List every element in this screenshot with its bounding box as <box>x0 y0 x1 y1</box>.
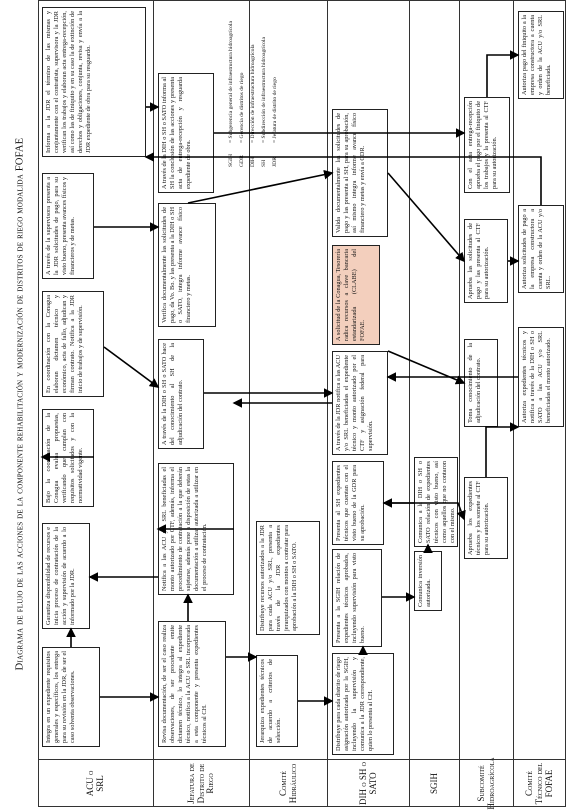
box-jdr-verifica-solicitudes: Verifica documentalmente las solicitudes de pago, da Vo. Bo. y las presenta a la DIH o SH o SATO, integra informe avance físico financiero y metas. <box>158 203 216 327</box>
box-sh-aprueba-expedientes: Aprueba los expedientes técnicos y los somete al CTF para su autorización. <box>464 477 508 559</box>
diagram-title <box>2 0 38 807</box>
box-dih-valida-solicitudes: Valida documentalmente las solicitudes de pago y las presenta al SH, para su aprobación, así mismo integra informe avance físico financiero y metas y envía a GDR. <box>332 109 388 237</box>
box-jdr-notifica-monto: Notifica a las ACU y/o SRL beneficiadas el monto autorizado por CTF, además, informa el procedimiento de contratación a la que deberán sujetarse, además pone a disposición de estas la documentación a utilizar autorizada a utilizar en el proceso de contratación. <box>158 463 234 595</box>
box-dih-notifica-acu: A través de la JDR notifica a las ACU y/o SRL beneficiadas el expediente técnico y monto autorizado por el CTF y asignación federal para supervisión. <box>332 351 388 455</box>
flow-arrow <box>188 173 332 203</box>
box-sgih-comunica-inversion: Comunica inversión autorizada. <box>414 551 442 611</box>
flow-arrow <box>146 157 541 205</box>
flow-arrow <box>487 55 518 97</box>
legend-abbr: DIH <box>249 157 256 167</box>
box-sh-finiquito: Con el acta entrega-recepción aprueba el pago por el finiquito de los trabajos y la presenta al CTF para su autorización. <box>464 97 510 193</box>
flow-arrow <box>388 173 464 261</box>
legend-text: = Gerencia de distritos de riego <box>238 72 245 143</box>
legend-text: = Subdirección de infraestructura hidroagrícola <box>260 37 267 143</box>
box-sh-adjudicacion: Toma conocimiento de la adjudicación del contrato. <box>464 339 498 427</box>
box-sgih-comunica-relacion: Comunica a la DIH o SH o SATO relación de expedientes técnicos con visto bueno, así como aquellos que no contaron con el mismo. <box>414 457 458 547</box>
box-ch-distribuye-recursos: Distribuye recursos autorizados a la JDR para cada ACU y/o SRL, presenta a través de la JDR expedientes jerarquizados con montos a contratar para aprobación a la DIH o SH o SATO. <box>256 521 320 635</box>
legend-abbr: SH <box>260 159 267 167</box>
box-dih-distribuye: Distribuye para cada distrito de riego asignación autorizada por la SGIH, incluyendo la supervisión y comunica a la JDR correspondiente, quien lo presenta al CH. <box>332 653 394 755</box>
flow-arrow <box>384 503 464 519</box>
lane-header-ch: Comité Hidráulico <box>250 759 327 807</box>
box-jdr-conclusion: A través de la DIH o SH o SATO informa al SH la conclusión de las acciones y presenta acta de entrega-recepción y resguarda expediente de obra. <box>158 73 214 193</box>
box-acu-solicitudes-pago: A través de la supervisora presenta a la JDR solicitudes de pago, para su visto bueno, presenta avances físicos y financieros y de metas. <box>42 173 94 279</box>
legend-abbr: SGIH <box>228 153 234 167</box>
legend-abbr: GDR <box>238 155 245 167</box>
flowchart <box>38 0 566 810</box>
box-ch-jerarquiza: Jerarquiza expedientes técnicos de acuerdo a criterios de selección. <box>256 655 298 747</box>
lane-header-sh: Subcomité Hidroagrícola <box>460 759 513 807</box>
lane-header-acu: ACU o SRL <box>38 759 153 807</box>
connector-arrows <box>38 0 566 807</box>
legend-abbr: JDR <box>271 157 278 167</box>
legend-text: = Jefatura de distrito de riego <box>271 77 278 143</box>
flow-arrow <box>486 427 518 477</box>
diagram-title-text: Diagrama de flujo de las acciones de la componente rehabilitación y modernización de distritos de riego modalida FOFAE <box>14 137 26 670</box>
box-jdr-adjudicacion: A través de la DIH o SH o SATO hace del conocimiento al SH de la adjudicación del contrato. <box>158 339 204 449</box>
lane-header-dih: DIH o SH o SATO <box>328 759 409 807</box>
box-dih-presenta-sgih: Presenta a la SGIH relación de expedientes técnicos aprobados, incluyendo supervisión para visto bueno. <box>332 549 382 647</box>
lane-header-jdr: Jefatura de Distrito de Riego <box>154 759 249 807</box>
box-acu-evalua-propuestas: Bajo la coordinación de la Conagua evalúa propuestas, verificando que cumplan con requisitos solicitados y con la normatividad vigente. <box>42 409 94 507</box>
box-ctf-autoriza-expedientes: Autoriza expedientes técnicos y notifica a través de la DIH o SH o SATO a las ACU y/o SRL beneficiadas el monto autorizado. <box>518 327 564 427</box>
box-acu-termino-obra: Informa a la JDR el término de las mismas y conjuntamente con el contratista, supervisora y la JDR verifican los trabajos y elaboran acta entrega-recepción, así como las de finiquito y en su caso la de extinción de derechos y obligaciones, conjunta, revisa y envía a la JDR expediente de obra para su resguardo. <box>42 7 146 157</box>
box-acu-dictamen-contrato: En coordinación con la Conagua elaboran dictamen técnico y económico, acta de fallo, adjudican y firman contrato. Notifica a la JDR inicio de trabajos y de supervisión. <box>42 291 104 397</box>
lane-header-ctf: Comité Técnico del FOFAE <box>514 759 566 807</box>
flow-arrow <box>388 351 464 383</box>
flow-arrow <box>104 347 158 387</box>
box-jdr-revisa-documentacion: Revisa documentación, de ser el caso realiza observaciones, de ser procedente emite dictamen técnico, lo integra al expediente técnico, notifica a la ACU o SRL incorporada a esta componente y presenta expedientes técnicos al CH. <box>158 621 226 747</box>
lane-header-sgih: SGIH <box>410 759 459 807</box>
legend-text: = Dirección de infraestructura hidroagrícola <box>249 44 256 143</box>
box-ctf-autoriza-pago: Autoriza solicitudes de pago a la empresa constructora a cuenta y orden de la ACU y/o SRL. <box>518 205 564 293</box>
box-acu-integra-expediente: Integra en un expediente requisitos generales y específicos, los entrega para su revisión en la JDR, de ser el caso solventa observaciones. <box>42 647 100 747</box>
legend-text: = Subgerencia general de infraestructura hidroagrícola <box>228 21 234 143</box>
box-dih-presenta-sh: Presenta al SH expedientes técnicos que cuentan con el visto bueno de la GDR para su aprobación. <box>332 461 384 545</box>
box-ctf-autoriza-finiquito: Autoriza pago del finiquito a la empresa constructora a cuenta y orden de la ACU y/o SRL beneficiada. <box>518 11 564 99</box>
box-sh-aprueba-pago: Aprueba las solicitudes de pago y las presenta al CTF para su autorización. <box>464 219 508 303</box>
box-dih-tesoreria: A solicitud de la Conagua, Tesorería radica recursos a clave bancaria estandarizada (CLABE) del FOFAE. <box>332 245 380 345</box>
box-acu-garantiza-recursos: Garantiza disponibilidad de recursos e inicia proceso de contratación de la acción y supervisión de acuerdo a lo informado por la JDR. <box>42 523 90 629</box>
